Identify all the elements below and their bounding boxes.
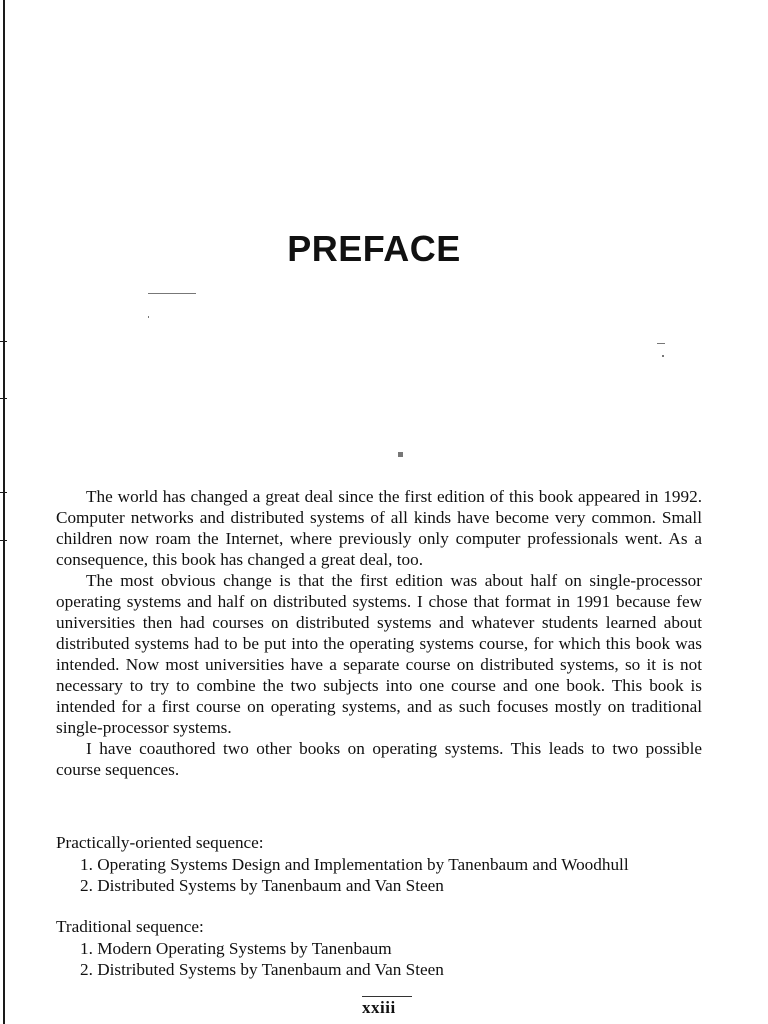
edge-tick (0, 341, 7, 342)
sequence-heading: Traditional sequence: (56, 917, 204, 936)
list-item: 2. Distributed Systems by Tanenbaum and Van Steen (80, 876, 444, 895)
course-sequence-traditional (56, 916, 736, 981)
edge-tick (0, 540, 7, 541)
list-item: 1. Operating Systems Design and Implementation by Tanenbaum and Woodhull (80, 854, 629, 874)
scan-speck (148, 293, 196, 294)
scan-speck (657, 343, 665, 344)
scan-speck (662, 355, 664, 357)
sequence-heading: Practically-oriented sequence: (56, 833, 264, 852)
scan-speck (148, 316, 149, 318)
sequence-list (56, 854, 736, 897)
paragraph: The most obvious change is that the first edition was about half on single-processor operating systems and half on distributed systems. I chose that format in 1991 because few universities then had courses on distributed systems and whatever students learned about distributed systems had to be put into the operating systems course, for which this book was intended. Now most universities have a separate course on distributed systems, so it is not necessary to try to combine the two subjects into one course and one book. This book is intended for a first course on operating systems, and as such focuses mostly on traditional single-processor systems. (56, 571, 702, 737)
page-title: PREFACE (287, 228, 461, 269)
list-item: 1. Modern Operating Systems by Tanenbaum (80, 938, 392, 958)
paragraph: I have coauthored two other books on operating systems. This leads to two possible course sequences. (56, 739, 702, 779)
page-edge-line (3, 0, 5, 1024)
edge-tick (0, 398, 7, 399)
preface-body (56, 486, 702, 780)
page-number-rule (362, 996, 412, 997)
page-number: xxiii (362, 998, 396, 1017)
edge-tick (0, 492, 7, 493)
paragraph: The world has changed a great deal since the first edition of this book appeared in 1992. Computer networks and distributed systems of all kinds have become very common. Small children now roam the Internet, where previously only computer professionals went. As a consequence, this book has changed a great deal, too. (56, 487, 702, 569)
course-sequence-practical (56, 832, 736, 897)
list-item: 2. Distributed Systems by Tanenbaum and Van Steen (80, 960, 444, 979)
sequence-list (56, 938, 736, 981)
scan-speck (398, 452, 403, 457)
